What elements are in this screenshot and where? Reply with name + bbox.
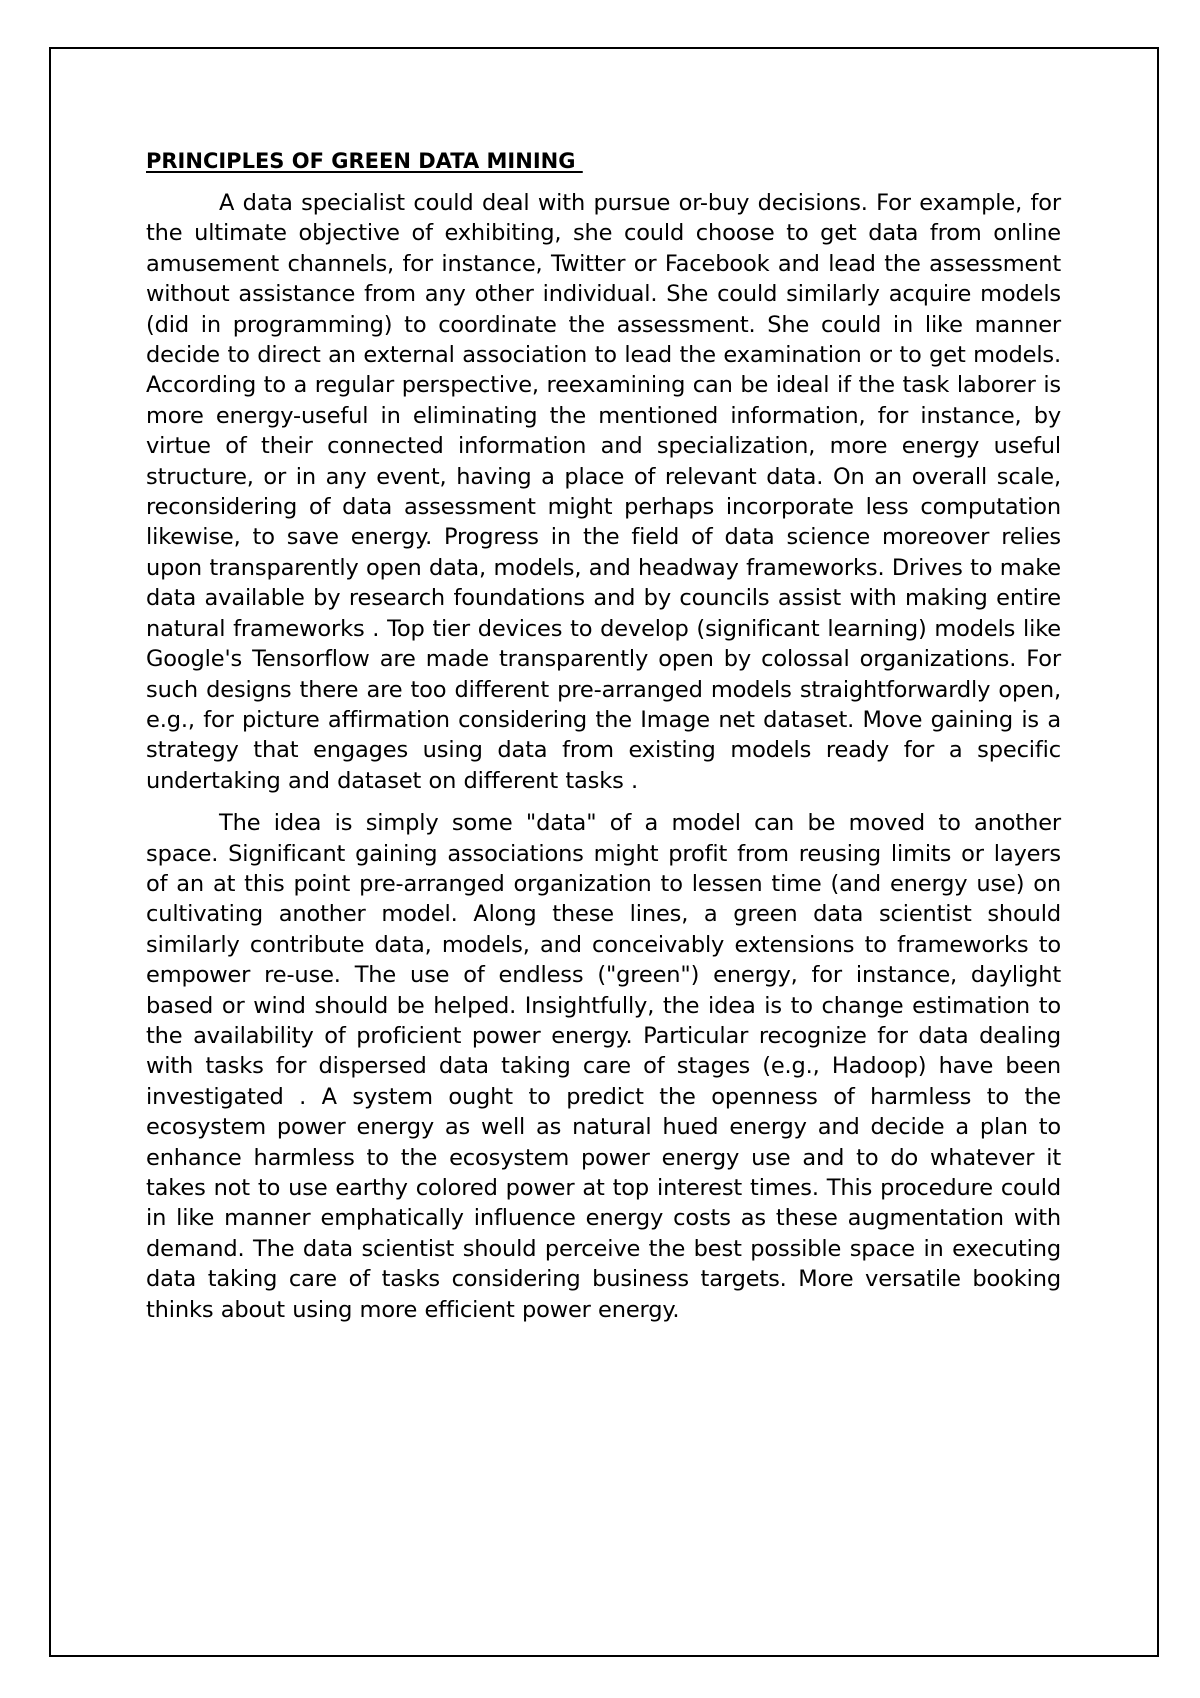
paragraph-2: The idea is simply some "data" of a model can be moved to another space. Significant gaining associations might profit from reusing limits or layers of an at this point pre-arranged organization to lessen time (and energy use) on cultivating another model. Along these lines, a green data scientist should similarly contribute data, models, and conceivably extensions to frameworks to empower re-use. The use of endless ("green") energy, for instance, daylight based or wind should be helped. Insightfully, the idea is to change estimation to the availability of proficient power energy. Particular recognize for data dealing with tasks for dispersed data taking care of stages (e.g., Hadoop) have been investigated . A system ought to predict the openness of harmless to the ecosystem power energy as well as natural hued energy and decide a plan to enhance harmless to the ecosystem power energy use and to do whatever it takes not to use earthy colored power at top interest times. This procedure could in like manner emphatically influence energy costs as these augmentation with demand. The data scientist should perceive the best possible space in executing data taking care of tasks considering business targets. More versatile booking thinks about using more efficient power energy. — [146, 810, 1061, 1323]
paragraph-1: A data specialist could deal with pursue or-buy decisions. For example, for the ultimate objective of exhibiting, she could choose to get data from online amusement channels, for instance, Twitter or Facebook and lead the assessment without assistance from any other individual. She could similarly acquire models (did in programming) to coordinate the assessment. She could in like manner decide to direct an external association to lead the examination or to get models. According to a regular perspective, reexamining can be ideal if the task laborer is more energy-useful in eliminating the mentioned information, for instance, by virtue of their connected information and specialization, more energy useful structure, or in any event, having a place of relevant data. On an overall scale, reconsidering of data assessment might perhaps incorporate less computation likewise, to save energy. Progress in the field of data science moreover relies upon transparently open data, models, and headway frameworks. Drives to make data available by research foundations and by councils assist with making entire natural frameworks . Top tier devices to develop (significant learning) models like Google's Tensorflow are made transparently open by colossal organizations. For such designs there are too different pre-arranged models straightforwardly open, e.g., for picture affirmation considering the Image net dataset. Move gaining is a strategy that engages using data from existing models ready for a specific undertaking and dataset on different tasks . — [146, 190, 1061, 794]
document-title: PRINCIPLES OF GREEN DATA MINING — [146, 149, 583, 173]
document-body — [146, 146, 1061, 1337]
